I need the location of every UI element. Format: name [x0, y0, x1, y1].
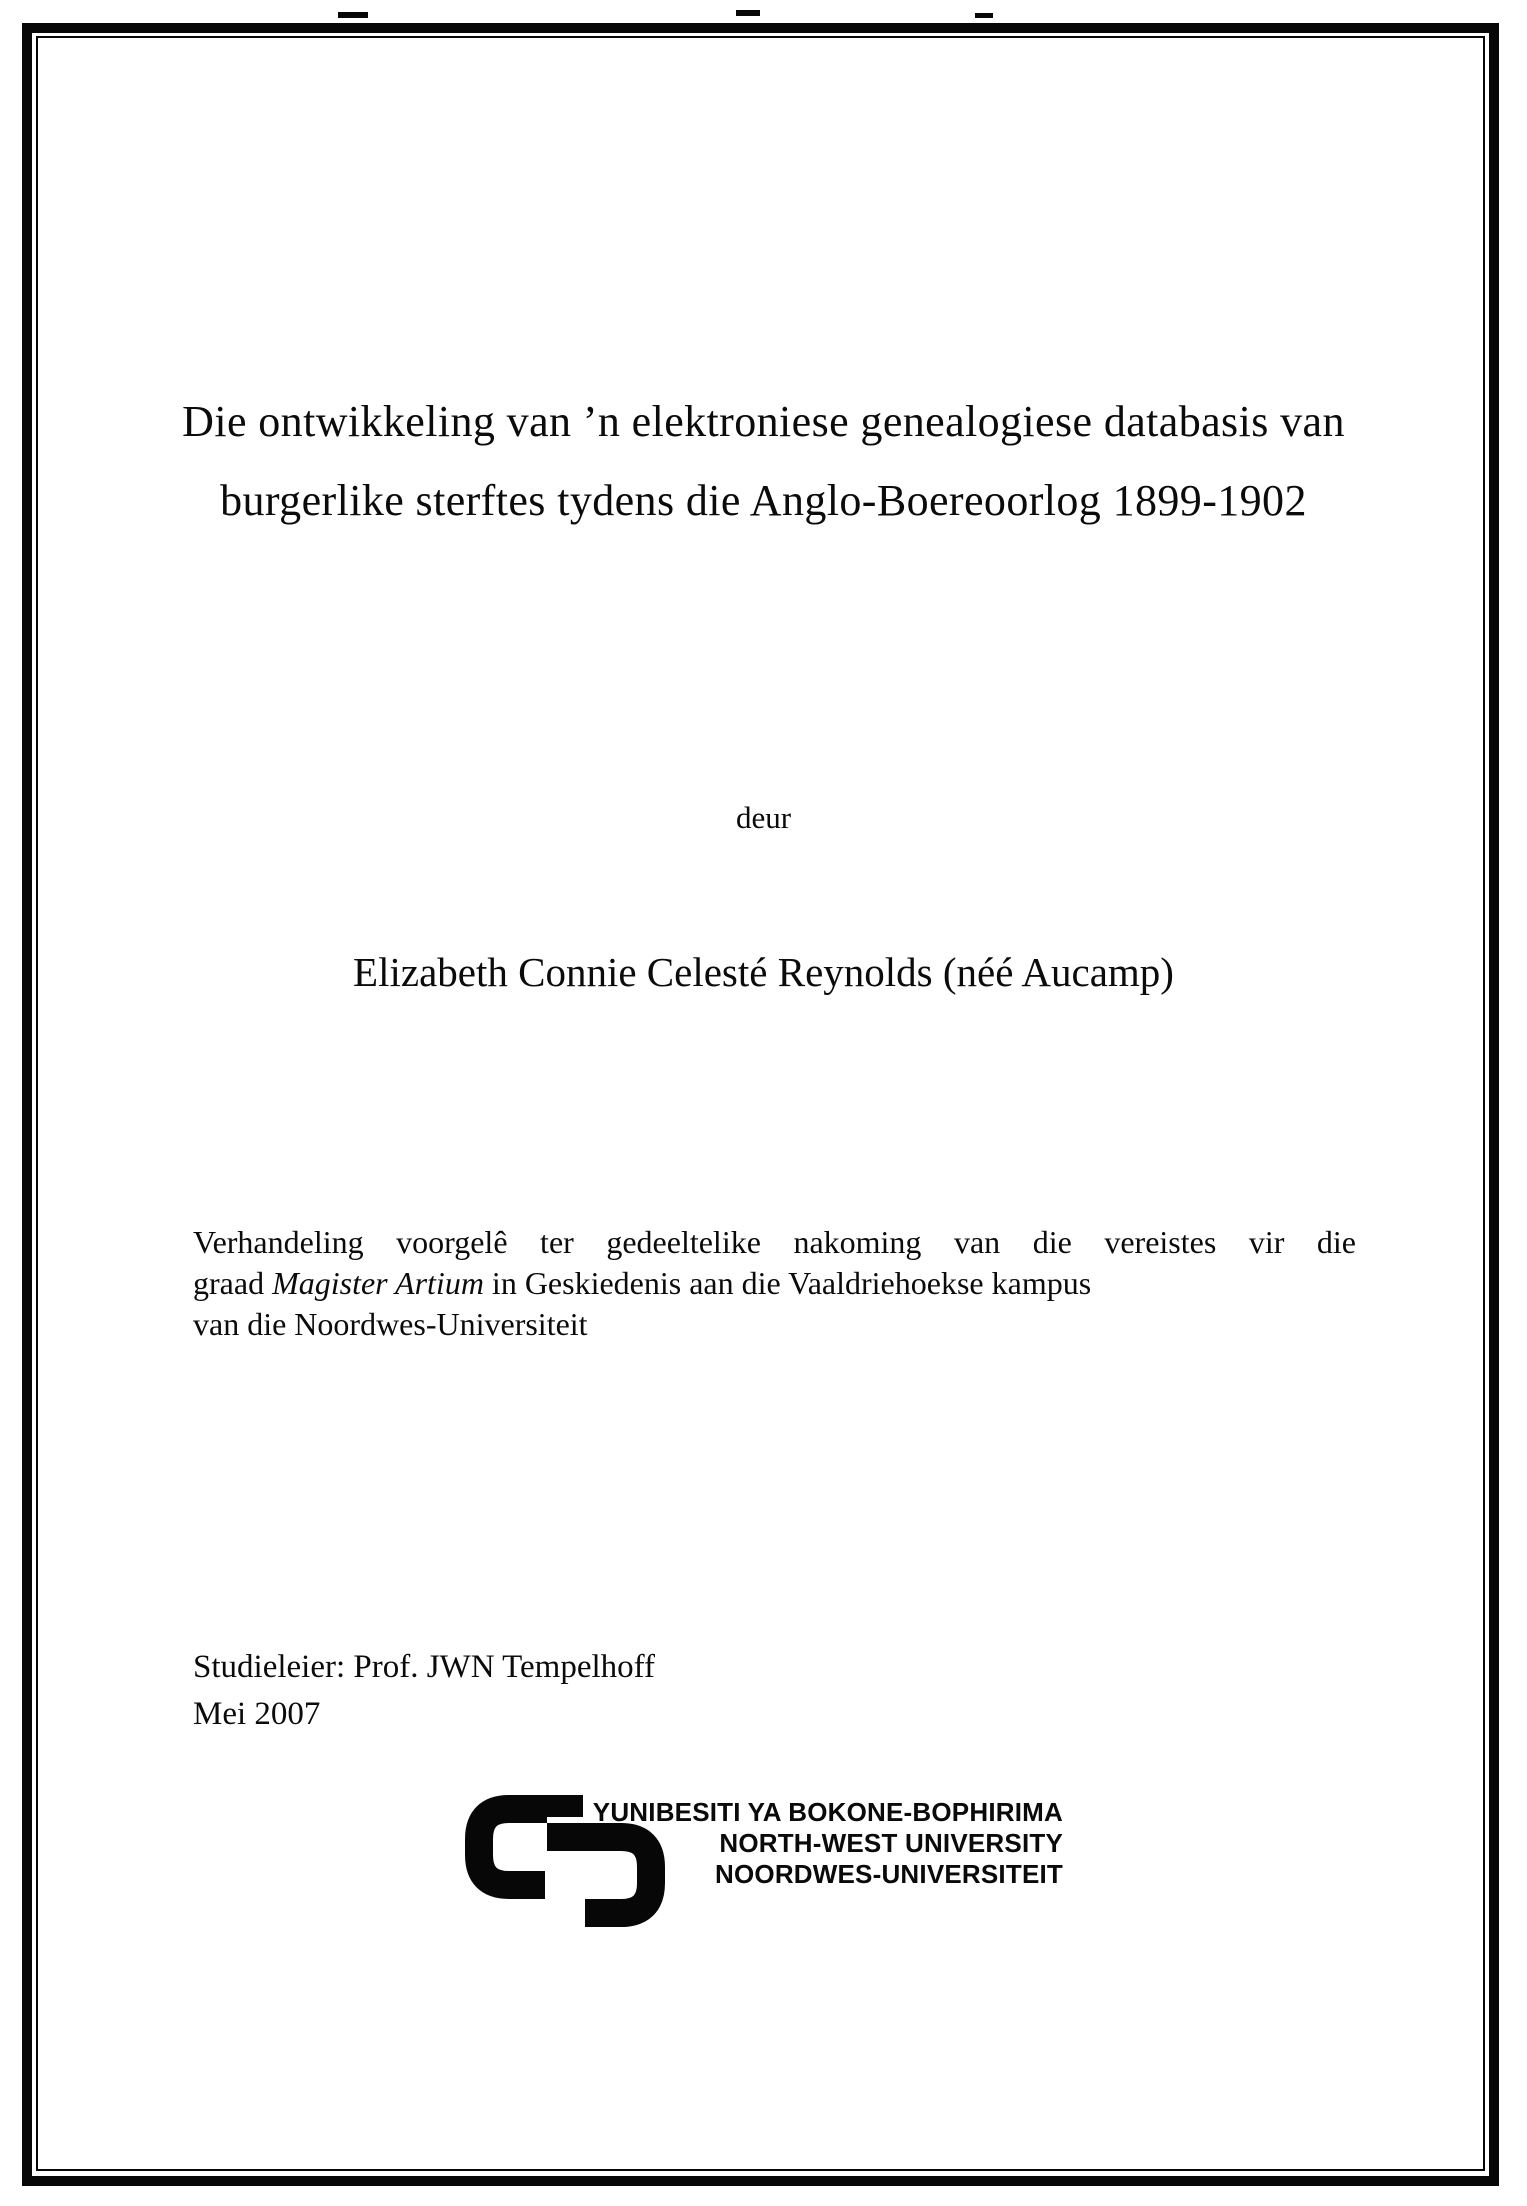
submission-note-line2 — [193, 1263, 1356, 1304]
author-name: Elizabeth Connie Celesté Reynolds (néé Aucamp) — [353, 949, 1174, 995]
submission-note-line2-suffix: in Geskiedenis aan die Vaaldriehoekse kampus — [483, 1265, 1092, 1301]
thesis-title — [120, 382, 1407, 540]
submission-note-line2-prefix: graad — [193, 1265, 273, 1301]
submission-note — [193, 1222, 1356, 1345]
thesis-title-line1: Die ontwikkeling van ’n elektroniese genealogiese databasis van — [182, 397, 1345, 446]
byline-label: deur — [735, 800, 792, 835]
submission-note-line1: Verhandeling voorgelê ter gedeeltelike nakoming van die vereistes vir die — [193, 1224, 1356, 1260]
scan-speck — [736, 10, 760, 16]
submission-note-line3: van die Noordwes-Universiteit — [193, 1306, 588, 1342]
supervisor-line: Studieleier: Prof. JWN Tempelhoff — [193, 1649, 656, 1685]
supervisor-block — [193, 1644, 655, 1738]
logo-text-afrikaans: NOORDWES-UNIVERSITEIT — [715, 1859, 1063, 1889]
scan-speck — [338, 12, 368, 18]
university-logo-text — [589, 1797, 1063, 1890]
thesis-title-line2: burgerlike sterftes tydens die Anglo-Boereoorlog 1899-1902 — [220, 476, 1307, 525]
university-logo — [465, 1795, 1105, 1935]
scan-speck — [975, 13, 993, 18]
logo-text-setswana: YUNIBESITI YA BOKONE-BOPHIRIMA — [592, 1797, 1063, 1827]
date-line: Mei 2007 — [193, 1696, 321, 1732]
logo-text-english: NORTH-WEST UNIVERSITY — [719, 1828, 1063, 1858]
degree-name-italic: Magister Artium — [272, 1265, 484, 1301]
